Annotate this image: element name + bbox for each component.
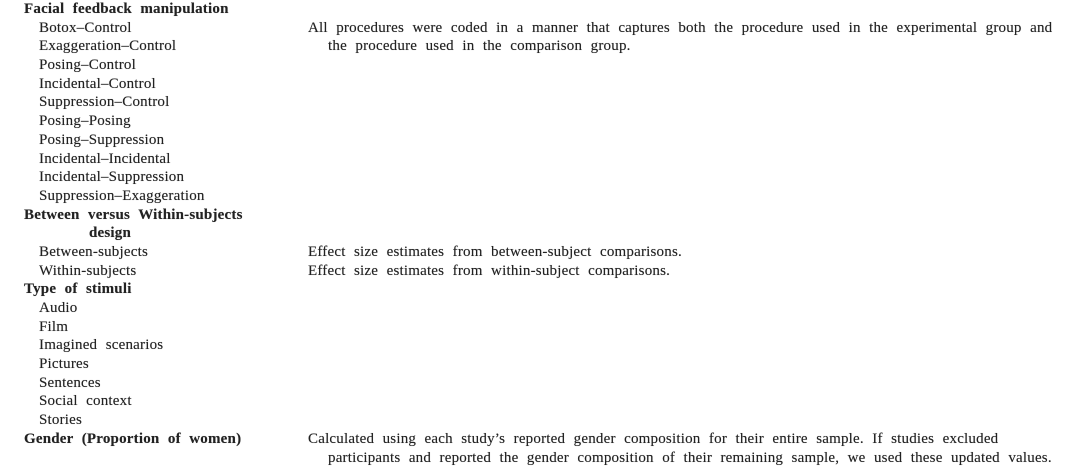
category-item: Suppression–Exaggeration: [39, 187, 205, 204]
section-header: Facial feedback manipulation: [24, 1, 229, 17]
category-item: Imagined scenarios: [39, 337, 164, 354]
category-item: Botox–Control: [39, 19, 132, 36]
description-line: Calculated using each study’s reported gender composition for their entire sample. If studies excluded: [308, 431, 999, 448]
category-item: Audio: [39, 300, 78, 316]
category-item: Posing–Posing: [39, 113, 131, 130]
category-column: [0, 0, 300, 449]
category-item: Pictures: [39, 356, 89, 373]
section-header: design: [89, 225, 132, 242]
category-item: Posing–Suppression: [39, 131, 165, 148]
category-item: Incidental–Control: [39, 75, 156, 92]
description-line: All procedures were coded in a manner that captures both the procedure used in the experimental group and: [308, 19, 1053, 36]
description-block: [308, 243, 1080, 262]
category-item: Between-subjects: [39, 243, 148, 260]
category-item: Stories: [39, 412, 83, 429]
category-item: Within-subjects: [39, 262, 137, 279]
description-block: [308, 262, 1080, 281]
description-block: [308, 430, 1080, 467]
description-block: [308, 19, 1080, 56]
category-item: Film: [39, 318, 69, 335]
category-item: Sentences: [39, 374, 101, 391]
description-line: Effect size estimates from within-subject comparisons.: [308, 262, 671, 279]
category-item: Incidental–Suppression: [39, 169, 185, 186]
category-item: Posing–Control: [39, 57, 136, 74]
section-header: Gender (Proportion of women): [24, 430, 242, 447]
category-item: Incidental–Incidental: [39, 150, 171, 167]
section-header: Between versus Within-subjects: [24, 206, 243, 223]
category-item: Suppression–Control: [39, 94, 170, 111]
category-item: Exaggeration–Control: [39, 38, 177, 55]
description-line: participants and reported the gender composition of their remaining sample, we used these updated values.: [328, 449, 1052, 466]
description-line: Effect size estimates from between-subject comparisons.: [308, 244, 682, 261]
category-item: Social context: [39, 393, 132, 410]
section-header: Type of stimuli: [24, 281, 132, 298]
description-line: the procedure used in the comparison group.: [328, 38, 631, 55]
